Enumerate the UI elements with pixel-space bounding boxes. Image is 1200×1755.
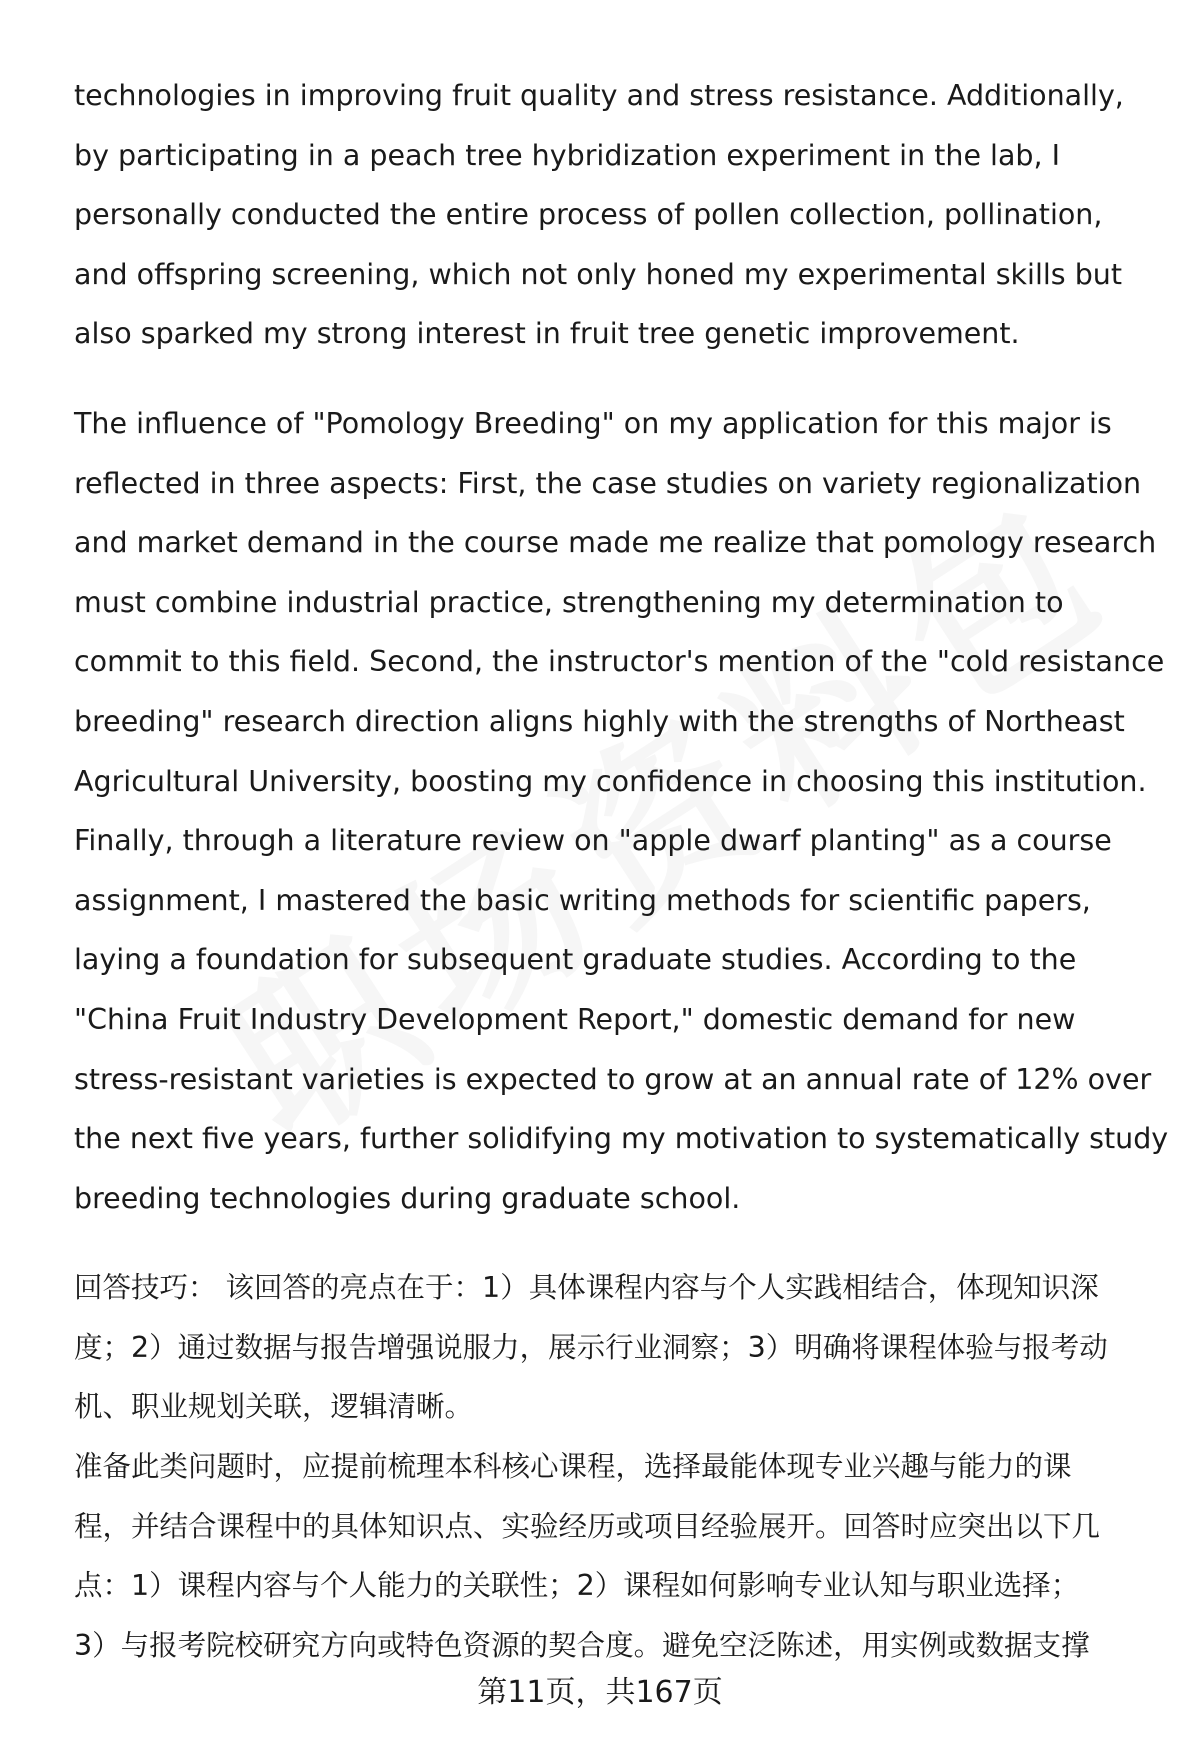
text-line: The influence of "Pomology Breeding" on my application for this major is <box>74 406 1112 440</box>
text-line: and offspring screening, which not only honed my experimental skills but <box>74 257 1123 291</box>
tips-line: 准备此类问题时，应提前梳理本科核心课程，选择最能体现专业兴趣与能力的课 <box>74 1450 1072 1484</box>
text-line: personally conducted the entire process of pollen collection, pollination, <box>74 198 1103 232</box>
answer-tips <box>74 1258 1164 1675</box>
text-line: the next five years, further solidifying my motivation to systematically study <box>74 1122 1169 1156</box>
body-paragraph-1 <box>74 66 1164 364</box>
text-line: stress-resistant varieties is expected to grow at an annual rate of 12% over <box>74 1062 1152 1096</box>
tips-line: 度；2）通过数据与报告增强说服力，展示行业洞察；3）明确将课程体验与报考动 <box>74 1330 1108 1364</box>
tips-line: 点：1）课程内容与个人能力的关联性；2）课程如何影响专业认知与职业选择； <box>74 1569 1080 1603</box>
document-page <box>74 66 1169 1675</box>
text-line: breeding" research direction aligns highly with the strengths of Northeast <box>74 704 1125 738</box>
tips-line: 程，并结合课程中的具体知识点、实验经历或项目经验展开。回答时应突出以下几 <box>74 1509 1101 1543</box>
body-paragraph-2 <box>74 394 1169 1228</box>
text-line: Agricultural University, boosting my confidence in choosing this institution. <box>74 764 1147 798</box>
text-line: assignment, I mastered the basic writing methods for scientific papers, <box>74 883 1091 917</box>
text-line: Finally, through a literature review on "apple dwarf planting" as a course <box>74 824 1112 858</box>
text-line: breeding technologies during graduate school. <box>74 1181 741 1215</box>
tips-line: 3）与报考院校研究方向或特色资源的契合度。避免空泛陈述，用实例或数据支撑 <box>74 1628 1090 1662</box>
text-line: by participating in a peach tree hybridization experiment in the lab, I <box>74 138 1061 172</box>
text-line: "China Fruit Industry Development Report," domestic demand for new <box>74 1002 1076 1036</box>
text-line: also sparked my strong interest in fruit tree genetic improvement. <box>74 317 1020 351</box>
text-line: must combine industrial practice, strengthening my determination to <box>74 585 1064 619</box>
page-number: 第11页，共167页 <box>477 1675 723 1710</box>
tips-line: 机、职业规划关联，逻辑清晰。 <box>74 1390 474 1424</box>
text-line: laying a foundation for subsequent graduate studies. According to the <box>74 943 1077 977</box>
text-line: and market demand in the course made me realize that pomology research <box>74 526 1157 560</box>
text-line: commit to this field. Second, the instructor's mention of the "cold resistance <box>74 645 1165 679</box>
tips-line: 回答技巧： 该回答的亮点在于：1）具体课程内容与个人实践相结合，体现知识深 <box>74 1271 1099 1305</box>
text-line: reflected in three aspects: First, the case studies on variety regionalization <box>74 466 1142 500</box>
text-line: technologies in improving fruit quality and stress resistance. Additionally, <box>74 79 1124 112</box>
